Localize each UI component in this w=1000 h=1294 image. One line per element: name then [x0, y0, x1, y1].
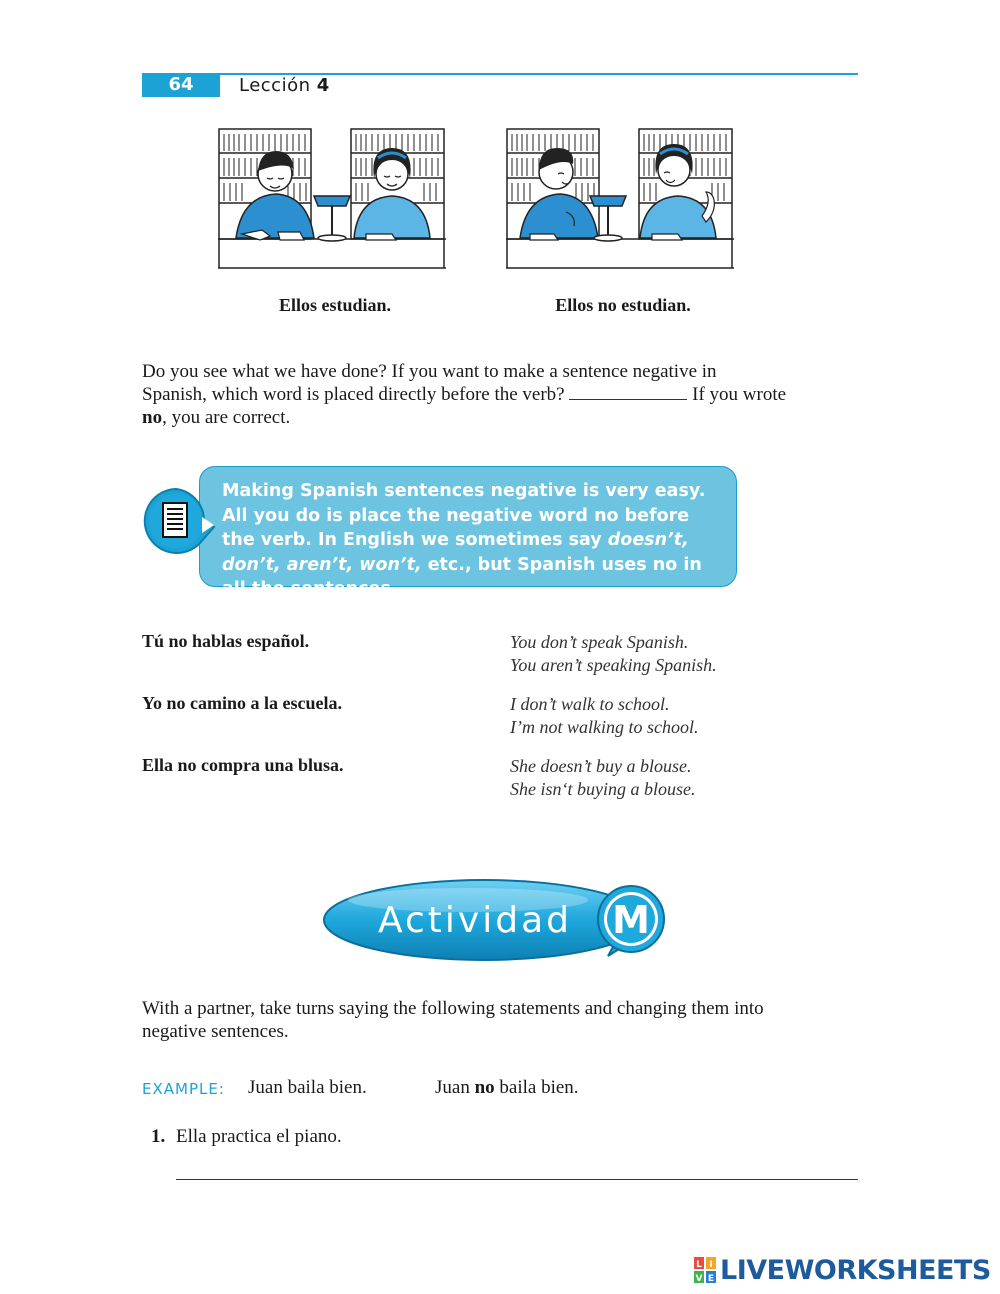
- activity-instructions: [142, 997, 858, 1043]
- example-label: EXAMPLE:: [142, 1080, 225, 1098]
- intro-paragraph: [142, 360, 858, 429]
- note-part-3: etc., but Spanish uses: [427, 554, 647, 575]
- item-number-1: 1.: [151, 1126, 166, 1147]
- example-english-1a: You don’t speak Spanish.: [510, 632, 689, 652]
- example-answer-no: no: [474, 1077, 495, 1098]
- students-studying-illustration: [218, 126, 446, 270]
- example-spanish-1: Tú no hablas español.: [142, 631, 310, 651]
- intro-correct: , you are correct.: [162, 407, 291, 428]
- example-statement: Juan baila bien.: [248, 1077, 367, 1098]
- caption-not-studying: Ellos no estudian.: [555, 295, 691, 315]
- example-english-2: [510, 693, 698, 739]
- lesson-title: [239, 75, 330, 96]
- example-english-2a: I don’t walk to school.: [510, 694, 670, 714]
- note-part-1: Making Spanish sentences negative is very easy. All you do is place the negative word: [222, 481, 706, 526]
- intro-line-1: Do you see what we have done? If you want to make a sentence negative in: [142, 361, 717, 382]
- activity-word: Actividad: [378, 900, 572, 941]
- document-icon: [140, 485, 218, 557]
- note-english-contractions: doesn’t, don’t, aren’t, won’t,: [222, 530, 689, 575]
- example-spanish-3: Ella no compra una blusa.: [142, 755, 344, 775]
- intro-if-you-wrote: If you wrote: [692, 384, 787, 405]
- caption-studying: Ellos estudian.: [278, 295, 392, 315]
- note-part-2: before the verb. In English we sometimes say: [222, 505, 690, 550]
- instructions-line-2: negative sentences.: [142, 1021, 289, 1042]
- badge-letter-l: L: [696, 1260, 702, 1270]
- page-number: 64: [142, 73, 220, 97]
- example-spanish-2: Yo no camino a la escuela.: [142, 693, 342, 713]
- intro-line-3: [142, 406, 858, 429]
- badge-letter-e: E: [707, 1274, 715, 1283]
- badge-letter-i: I: [709, 1260, 713, 1270]
- liveworksheets-badge-icon: [694, 1257, 716, 1283]
- activity-banner: [318, 874, 674, 966]
- example-english-1b: You aren’t speaking Spanish.: [510, 655, 717, 675]
- note-bold-no-2: no: [652, 554, 678, 575]
- example-english-3: [510, 755, 695, 801]
- item-text-1: Ella practica el piano.: [176, 1126, 342, 1147]
- example-english-1: [510, 631, 717, 677]
- note-bold-no-1: no: [594, 505, 619, 526]
- lesson-word: Lección: [239, 75, 311, 96]
- example-answer-subject: Juan: [435, 1077, 470, 1098]
- intro-no-word: no: [142, 407, 163, 428]
- students-talking-illustration: [506, 126, 734, 270]
- example-english-3b: She isn‘t buying a blouse.: [510, 779, 696, 799]
- intro-line-2: [142, 383, 858, 406]
- example-english-3a: She doesn’t buy a blouse.: [510, 756, 692, 776]
- intro-question: Spanish, which word is placed directly before the verb?: [142, 384, 565, 405]
- example-answer: [435, 1077, 579, 1099]
- badge-letter-v: V: [695, 1274, 703, 1283]
- answer-line-1[interactable]: [176, 1179, 858, 1180]
- note-part-4: in all the sentences.: [222, 554, 702, 599]
- example-answer-rest: baila bien.: [499, 1077, 579, 1098]
- answer-blank[interactable]: [569, 383, 687, 400]
- lesson-number: 4: [316, 75, 330, 96]
- note-text: [222, 479, 722, 602]
- instructions-line-1: With a partner, take turns saying the following statements and changing them into: [142, 998, 764, 1019]
- activity-letter: M: [612, 898, 650, 942]
- example-english-2b: I’m not walking to school.: [510, 717, 699, 737]
- brand-name: LIVEWORKSHEETS: [720, 1254, 991, 1286]
- liveworksheets-logo: [694, 1255, 991, 1285]
